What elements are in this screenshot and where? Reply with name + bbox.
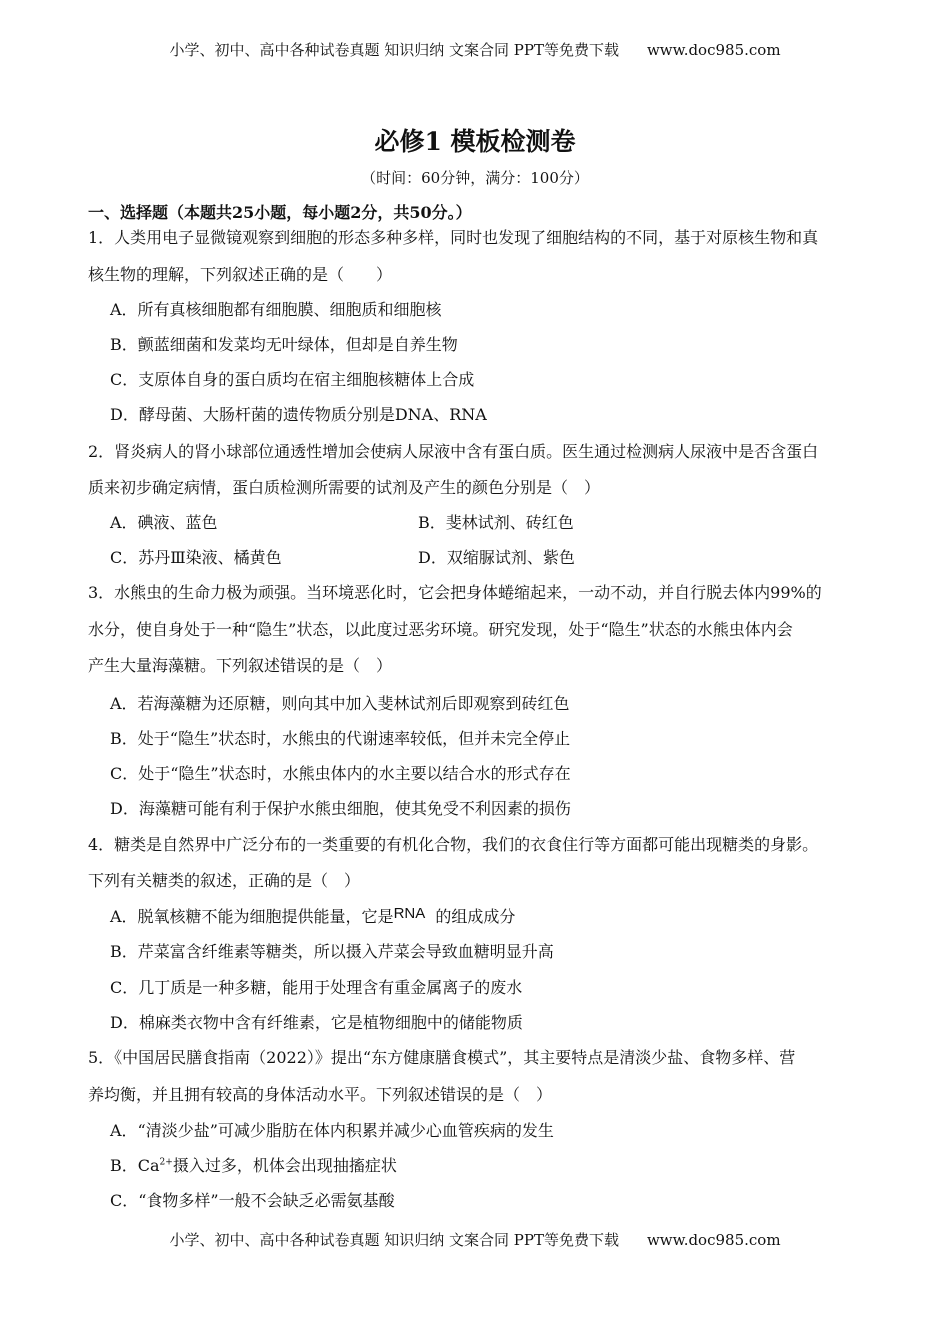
- question-4-option-b: B．芹菜富含纤维素等糖类，所以摄入芹菜会导致血糖明显升高: [110, 942, 554, 961]
- question-5-option-c: C．“食物多样”一般不会缺乏必需氨基酸: [110, 1191, 395, 1210]
- question-1-line-1: 1．人类用电子显微镜观察到细胞的形态多种多样，同时也发现了细胞结构的不同，基于对原核生物和真: [88, 228, 819, 247]
- header-text: 小学、初中、高中各种试卷真题 知识归纳 文案合同 PPT等免费下载: [169, 41, 619, 59]
- page-header: [0, 40, 950, 60]
- question-5-option-b: [110, 1156, 397, 1176]
- option-a-text-end: 的组成成分: [435, 907, 516, 926]
- question-3-line-1: 3．水熊虫的生命力极为顽强。当环境恶化时，它会把身体蜷缩起来，一动不动，并自行脱去体内99%的: [88, 583, 822, 602]
- page-footer: [0, 1230, 950, 1250]
- footer-text: 小学、初中、高中各种试卷真题 知识归纳 文案合同 PPT等免费下载: [169, 1231, 619, 1249]
- question-4-option-a: [110, 907, 515, 928]
- question-2-option-a: A．碘液、蓝色: [110, 513, 218, 532]
- question-5-line-2: 养均衡，并且拥有较高的身体活动水平。下列叙述错误的是（ ）: [88, 1085, 553, 1104]
- question-3-option-c: C．处于“隐生”状态时，水熊虫体内的水主要以结合水的形式存在: [110, 764, 571, 783]
- question-3-line-3: 产生大量海藻糖。下列叙述错误的是（ ）: [88, 656, 393, 675]
- question-3-option-b: B．处于“隐生”状态时，水熊虫的代谢速率较低，但并未完全停止: [110, 729, 571, 748]
- question-2-option-b: B．斐林试剂、砖红色: [418, 513, 574, 532]
- question-4-option-d: D．棉麻类衣物中含有纤维素，它是植物细胞中的储能物质: [110, 1013, 523, 1032]
- rna-term: RNA: [393, 905, 426, 922]
- question-1-option-d: D．酵母菌、大肠杆菌的遗传物质分别是DNA、RNA: [110, 405, 487, 424]
- question-1-line-2: 核生物的理解，下列叙述正确的是（ ）: [88, 265, 393, 284]
- footer-url: www.doc985.com: [646, 1231, 781, 1249]
- option-b-text: 摄入过多，机体会出现抽搐症状: [172, 1156, 397, 1175]
- question-2-option-c: C．苏丹Ⅲ染液、橘黄色: [110, 548, 282, 567]
- question-5-line-1: 5．《中国居民膳食指南（2022）》提出“东方健康膳食模式”，其主要特点是清淡少盐、食物多样、营: [88, 1048, 796, 1067]
- page-title: 必修1 模板检测卷: [374, 127, 576, 156]
- question-4-line-2: 下列有关糖类的叙述，正确的是（ ）: [88, 871, 361, 890]
- section-heading: 一、选择题（本题共25小题，每小题2分，共50分。）: [88, 203, 472, 222]
- question-5-option-a: A．“清淡少盐”可减少脂肪在体内积累并减少心血管疾病的发生: [110, 1121, 554, 1140]
- question-2-option-d: D．双缩脲试剂、紫色: [418, 548, 575, 567]
- ion-charge: 2+: [159, 1157, 173, 1168]
- exam-subtitle: （时间：60分钟，满分：100分）: [361, 169, 589, 187]
- question-2-line-2: 质来初步确定病情，蛋白质检测所需要的试剂及产生的颜色分别是（ ）: [88, 478, 601, 497]
- question-4-line-1: 4．糖类是自然界中广泛分布的一类重要的有机化合物，我们的衣食住行等方面都可能出现糖类的身影。: [88, 835, 819, 854]
- question-3-option-a: A．若海藻糖为还原糖，则向其中加入斐林试剂后即观察到砖红色: [110, 694, 570, 713]
- question-4-option-c: C．几丁质是一种多糖，能用于处理含有重金属离子的废水: [110, 978, 523, 997]
- question-3-line-2: 水分，使自身处于一种“隐生”状态，以此度过恶劣环境。研究发现，处于“隐生”状态的水熊虫体内会: [88, 620, 793, 639]
- question-1-option-a: A．所有真核细胞都有细胞膜、细胞质和细胞核: [110, 300, 442, 319]
- option-b-prefix: B．Ca: [110, 1156, 160, 1175]
- question-2-line-1: 2．肾炎病人的肾小球部位通透性增加会使病人尿液中含有蛋白质。医生通过检测病人尿液中是否含蛋白: [88, 442, 819, 461]
- question-3-option-d: D．海藻糖可能有利于保护水熊虫细胞，使其免受不利因素的损伤: [110, 799, 571, 818]
- option-a-text: A．脱氧核糖不能为细胞提供能量，它是: [110, 907, 394, 926]
- question-1-option-b: B．颤蓝细菌和发菜均无叶绿体，但却是自养生物: [110, 335, 458, 354]
- header-url: www.doc985.com: [646, 41, 781, 59]
- question-1-option-c: C．支原体自身的蛋白质均在宿主细胞核糖体上合成: [110, 370, 475, 389]
